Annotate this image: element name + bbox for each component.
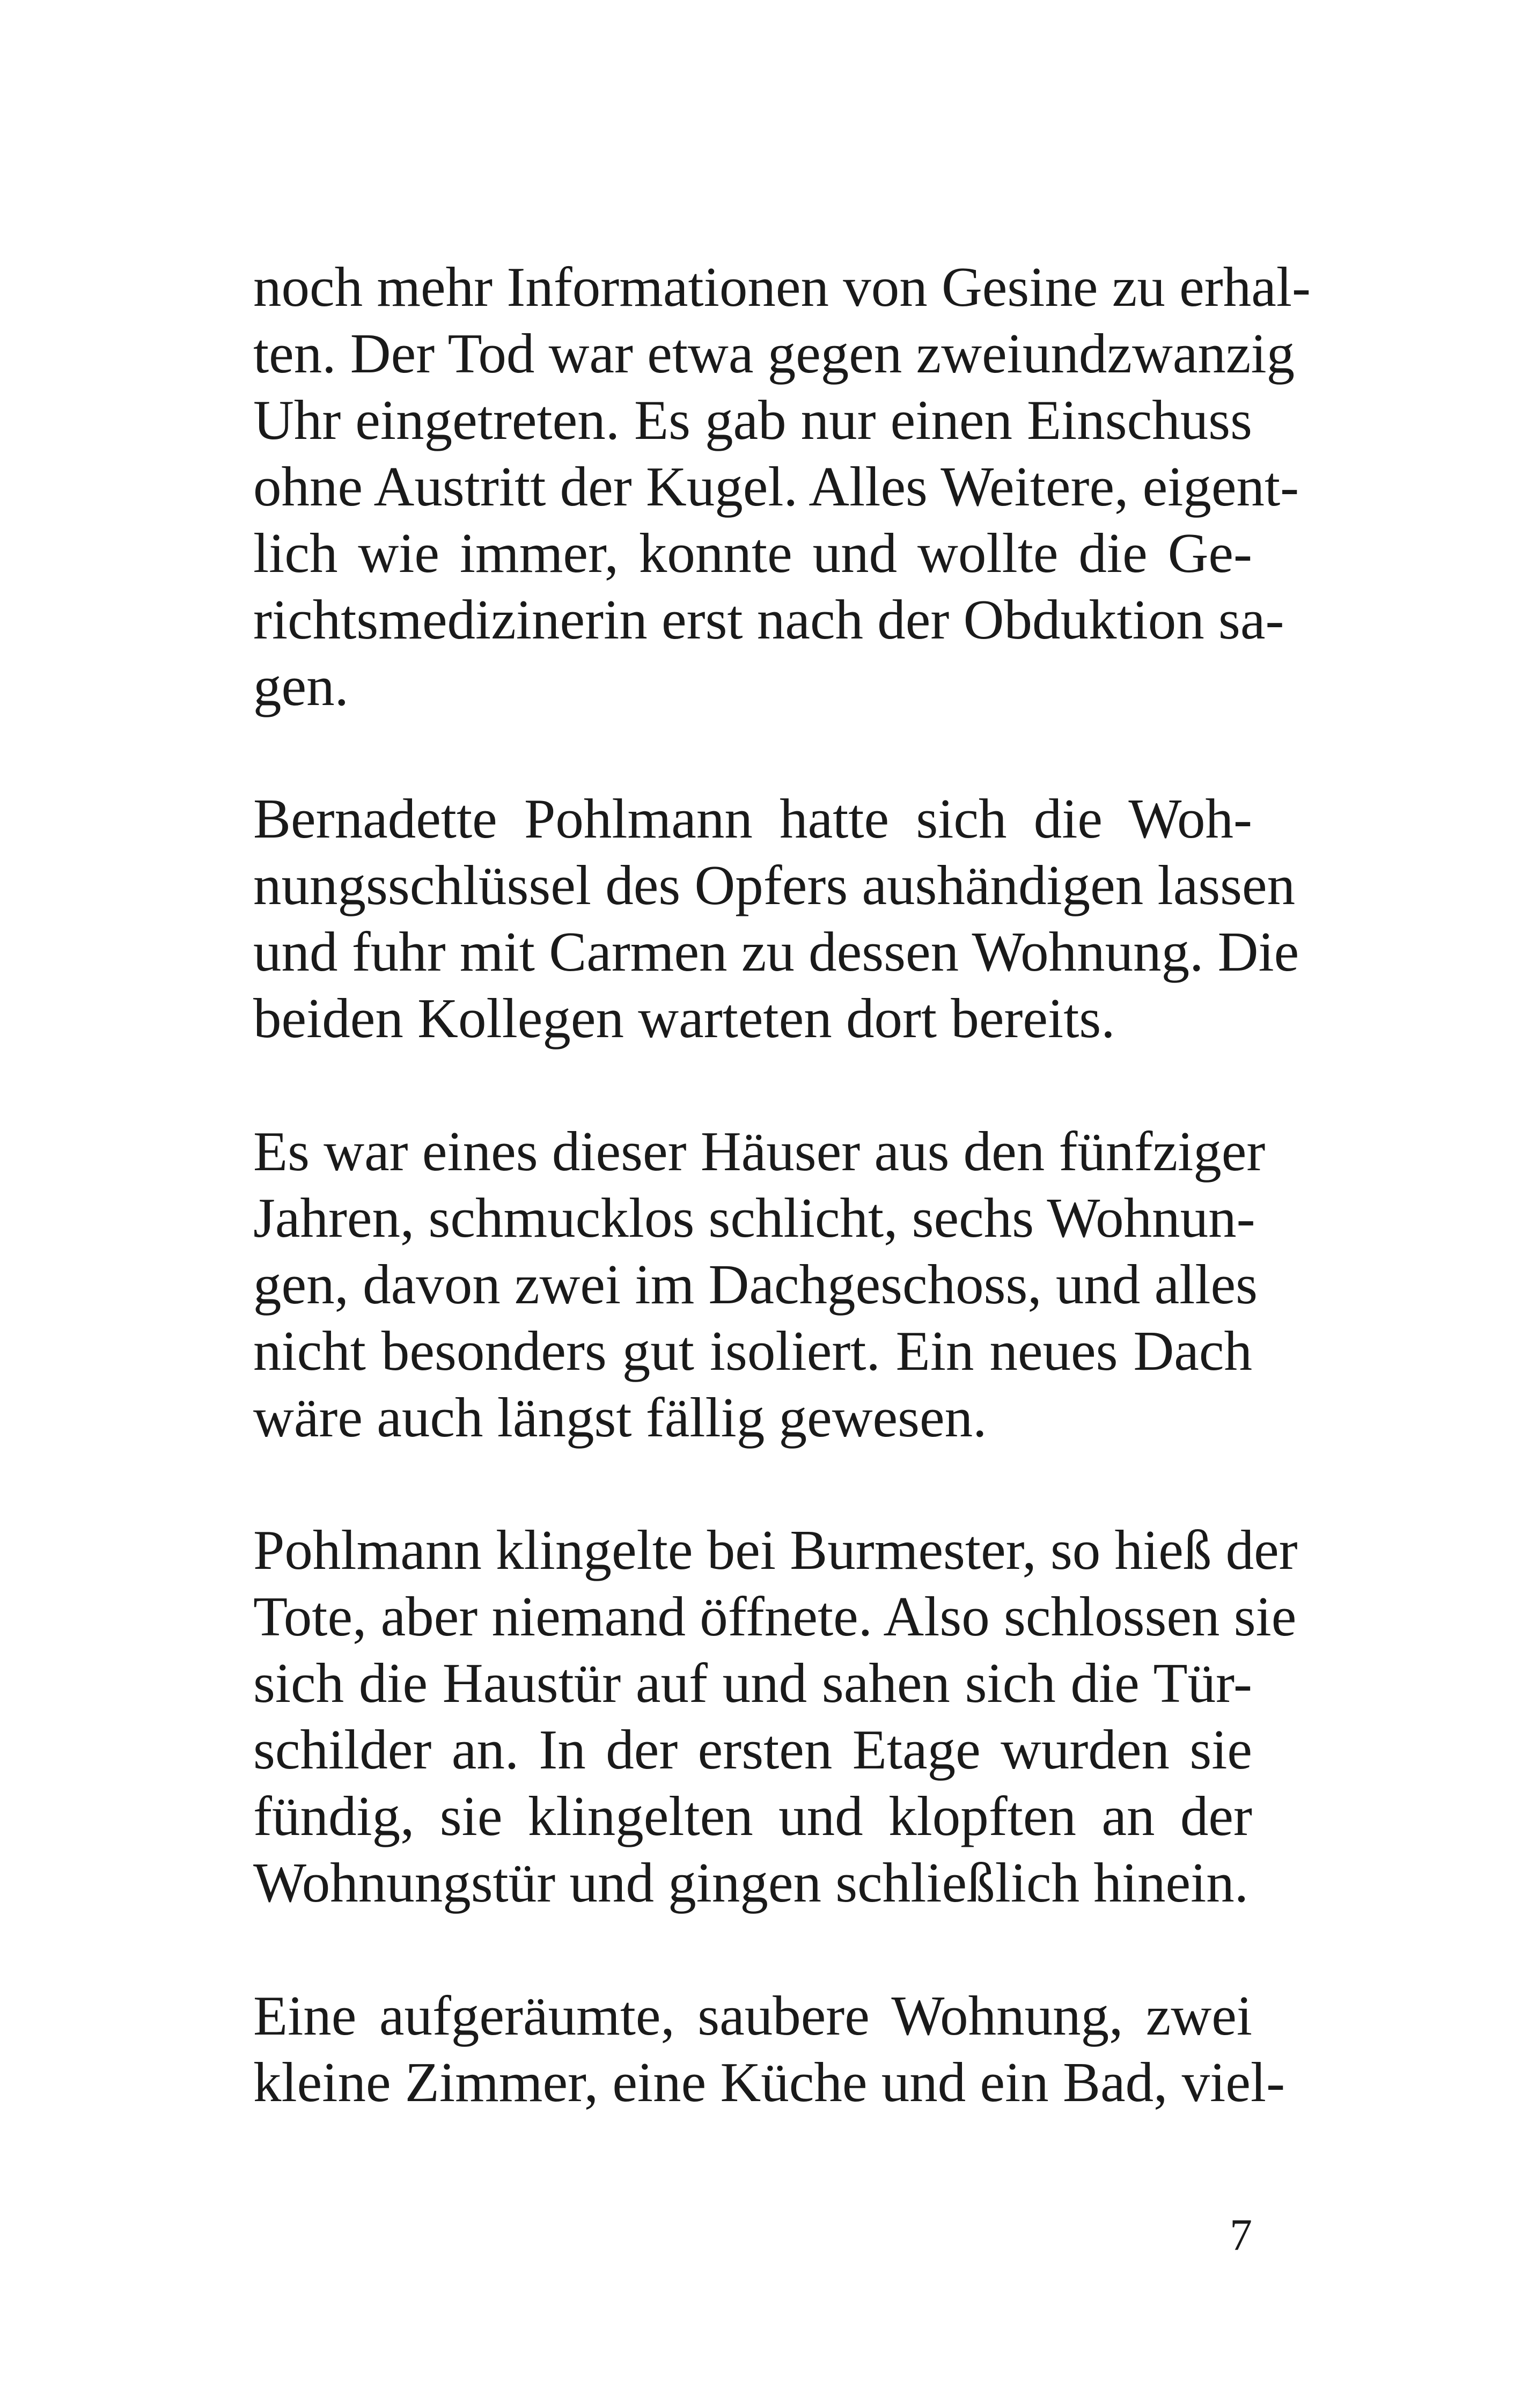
text-line: gen.: [253, 655, 349, 717]
text-line: Tote, aber niemand öffnete. Also schlossen sie: [253, 1585, 1297, 1648]
text-line: richtsmedizinerin erst nach der Obduktion sa-: [253, 588, 1284, 651]
text-line: Bernadette Pohlmann hatte sich die Woh-: [253, 787, 1252, 850]
paragraph-4: [253, 1517, 1298, 1916]
text-line: ohne Austritt der Kugel. Alles Weitere, eigent-: [253, 455, 1299, 518]
text-line: fündig, sie klingelten und klopften an der: [253, 1785, 1252, 1847]
text-line: Uhr eingetreten. Es gab nur einen Einschuss: [253, 388, 1252, 451]
text-line: Wohnungstür und gingen schließlich hinein.: [253, 1851, 1249, 1914]
text-line: und fuhr mit Carmen zu dessen Wohnung. Die: [253, 920, 1299, 983]
text-line: nicht besonders gut isoliert. Ein neues Dach: [253, 1319, 1252, 1382]
text-line: schilder an. In der ersten Etage wurden sie: [253, 1718, 1252, 1781]
text-line: Eine aufgeräumte, saubere Wohnung, zwei: [253, 1984, 1252, 2047]
text-line: beiden Kollegen warteten dort bereits.: [253, 987, 1115, 1049]
text-line: nungsschlüssel des Opfers aushändigen lassen: [253, 854, 1296, 916]
text-line: kleine Zimmer, eine Küche und ein Bad, viel-: [253, 2051, 1285, 2113]
page-number: 7: [1230, 2210, 1252, 2260]
text-line: gen, davon zwei im Dachgeschoss, und alles: [253, 1253, 1258, 1316]
paragraph-1: [253, 254, 1311, 720]
paragraph-3: [253, 1118, 1266, 1451]
text-line: ten. Der Tod war etwa gegen zweiundzwanzig: [253, 322, 1295, 385]
text-line: lich wie immer, konnte und wollte die Ge-: [253, 522, 1252, 584]
text-line: Es war eines dieser Häuser aus den fünfziger: [253, 1120, 1266, 1183]
paragraph-2: [253, 785, 1299, 1052]
text-line: sich die Haustür auf und sahen sich die Tür-: [253, 1651, 1252, 1714]
text-line: noch mehr Informationen von Gesine zu erhal-: [253, 255, 1311, 318]
text-line: wäre auch längst fällig gewesen.: [253, 1386, 987, 1449]
paragraph-5: [253, 1983, 1285, 2116]
text-line: Pohlmann klingelte bei Burmester, so hieß der: [253, 1518, 1298, 1581]
text-line: Jahren, schmucklos schlicht, sechs Wohnun-: [253, 1186, 1255, 1249]
